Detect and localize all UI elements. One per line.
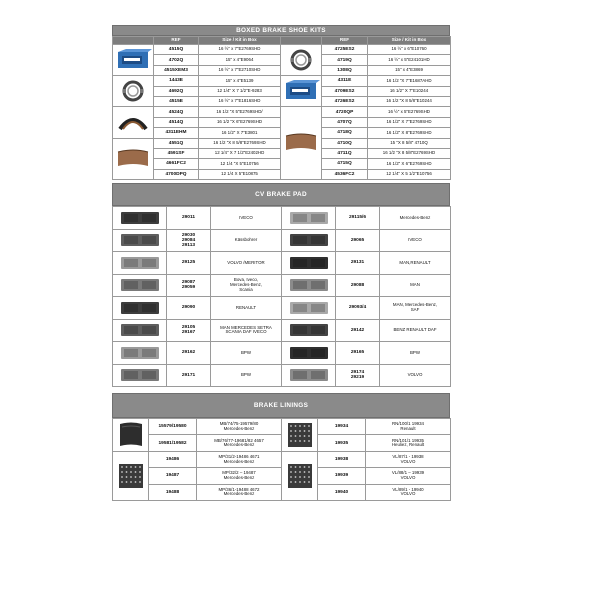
lining-desc: VL/88/1 – 19939 — [391, 470, 425, 476]
brake-shoe-image — [281, 107, 322, 180]
ref-left: 4311EHM — [154, 128, 199, 138]
table-row — [113, 76, 451, 86]
ref-left: 4700DPQ — [154, 169, 199, 179]
pad-ref: 29174 — [350, 370, 365, 376]
pad-ref: 29059 — [181, 285, 196, 291]
pad-make-right — [380, 274, 451, 297]
lining-ref-left: 15579/19580 — [149, 419, 197, 435]
lining-desc: VOLVO — [400, 491, 416, 497]
pad-make-left — [211, 297, 282, 320]
ref-left: 4515E — [154, 96, 199, 106]
pad-make-left — [211, 274, 282, 297]
ref-right: 4725ES2 — [322, 45, 368, 55]
pad-make-right — [380, 252, 451, 275]
header-ref-right: REF — [322, 37, 368, 45]
ref-left: 4702Q — [154, 55, 199, 65]
lining-desc: Mercedes-Benz — [223, 425, 255, 431]
lining-desc: Mercedes-Benz — [223, 474, 255, 480]
pad-make-right — [380, 342, 451, 365]
cv-pads-title: CV BRAKE PAD — [112, 183, 450, 206]
lining-desc-left — [197, 419, 282, 435]
size-left: 16 ½" x 7"E2710SHD — [199, 65, 281, 75]
brake-shoe-image — [113, 107, 154, 138]
ref-right: 4718Q — [322, 128, 368, 138]
brake-lining-image — [282, 419, 318, 452]
ref-right: 4709ES2 — [322, 86, 368, 96]
size-right: 16 ½" x 5"E2769SHD — [368, 107, 451, 117]
ref-left: 4661FC2 — [154, 159, 199, 169]
table-row — [113, 364, 451, 387]
brake-lining-image — [113, 451, 149, 500]
pad-ref-right — [336, 252, 380, 275]
pad-ref-left — [167, 274, 211, 297]
size-right: 16 1/2" X 6"E2769SHD — [368, 159, 451, 169]
pad-make: Scania — [239, 286, 253, 292]
ref-left: 1443E — [154, 76, 199, 86]
size-left: 12 1/4 X 5"E10875 — [199, 169, 281, 179]
brake-pad-image — [282, 364, 336, 387]
table-row — [113, 297, 451, 320]
table-row — [113, 207, 451, 230]
size-left: 16 1/2 "X 5"E2769SHD/ — [199, 107, 281, 117]
lining-desc: VOLVO — [400, 474, 416, 480]
header-image-left — [113, 37, 154, 45]
lining-desc-right — [366, 419, 451, 435]
ref-right: 4710Q — [322, 138, 368, 148]
size-right: 16 1/2" X 7"E10244 — [368, 86, 451, 96]
table-row — [113, 107, 451, 117]
linings-title: BRAKE LININGS — [112, 393, 450, 418]
header-size-right: Size / Kit in Box — [368, 37, 451, 45]
brake-lining-image — [113, 419, 149, 452]
brake-shoe-image — [113, 76, 154, 107]
table-row — [113, 45, 451, 55]
cv-pads-table — [112, 206, 451, 387]
ref-left: 4551Q — [154, 138, 199, 148]
brake-pad-image — [282, 207, 336, 230]
lining-desc-left — [197, 484, 282, 500]
pad-make: MAN MERCEDES SETRA — [220, 324, 272, 330]
lining-ref-left: 19488 — [149, 484, 197, 500]
pad-make: VOLVO — [407, 372, 423, 378]
pad-ref: 29162 — [181, 350, 196, 356]
ref-right: 1308Q — [322, 65, 368, 75]
lining-desc: VOLVO — [400, 458, 416, 464]
pad-ref: 29090 — [181, 305, 196, 311]
pad-make: SAF — [410, 306, 420, 312]
table-row — [113, 319, 451, 342]
lining-desc: Renault — [400, 425, 416, 431]
lining-desc: MP/31/2-19486 4671 — [218, 453, 260, 459]
pad-make-right — [380, 207, 451, 230]
pad-ref: 29167 — [181, 330, 196, 336]
pad-ref-left — [167, 297, 211, 320]
brake-pad-image — [113, 342, 167, 365]
ref-left: 4514Q — [154, 117, 199, 127]
lining-desc: RN/100/1 19934 — [392, 421, 424, 427]
pad-make: BPW — [240, 372, 251, 378]
pad-make: Mercedes-Benz — [399, 214, 431, 220]
lining-desc: Mercedes-Benz — [223, 491, 255, 497]
lining-desc: VL/87/1 - 19938 — [392, 453, 424, 459]
size-left: 12 1/4" X 7 1/2"E-9283 — [199, 86, 281, 96]
size-left: 15" x 4"E9064 — [199, 55, 281, 65]
size-right: 12 1/4" X 5 1/2"E10756 — [368, 169, 451, 179]
catalog-sheet — [112, 25, 450, 501]
ref-left: 4591SF — [154, 148, 199, 158]
size-right: 16 ½" x 6"E10760 — [368, 45, 451, 55]
table-row — [113, 451, 451, 467]
lining-desc: Mercedes-Benz — [223, 442, 255, 448]
size-right: 16 1/2 "X 7"E1687AHD — [368, 76, 451, 86]
pad-ref-left — [167, 364, 211, 387]
ref-right: 4311E — [322, 76, 368, 86]
pad-ref-left — [167, 229, 211, 252]
lining-desc-left — [197, 451, 282, 467]
lining-desc: MP/36/1-19488 4672 — [218, 486, 260, 492]
pad-ref: 29011 — [181, 215, 196, 221]
pad-make: Kässbohrer — [234, 237, 258, 243]
pad-ref: 29113 — [181, 242, 196, 248]
pad-ref-left — [167, 319, 211, 342]
header-size-left: Size / Kit in Box — [199, 37, 281, 45]
pad-ref: 29219 — [350, 375, 365, 381]
lining-desc-right — [366, 451, 451, 467]
pad-ref: 29142 — [350, 327, 365, 333]
pad-ref-left — [167, 207, 211, 230]
header-image-right — [281, 37, 322, 45]
pad-ref-right — [336, 342, 380, 365]
lining-ref-right: 19935 — [318, 435, 366, 451]
lining-desc: Heuliez, Renault — [391, 442, 425, 448]
ref-left: 4515XEM3 — [154, 65, 199, 75]
brake-pad-image — [282, 342, 336, 365]
size-right: 16 1/2" X 8"E2769SHD — [368, 128, 451, 138]
pad-ref: 29093/4 — [348, 305, 367, 311]
brake-pad-image — [282, 274, 336, 297]
size-left: 12 1/4 "X 5"E10756 — [199, 159, 281, 169]
pad-ref-right — [336, 207, 380, 230]
lining-ref-left: 19486 — [149, 451, 197, 467]
brake-pad-image — [113, 274, 167, 297]
lining-desc: MB/74/75-19579/80 — [219, 421, 259, 427]
ref-right: 4715Q — [322, 159, 368, 169]
pad-make-left — [211, 342, 282, 365]
brake-pad-image — [282, 252, 336, 275]
brake-pad-image — [113, 229, 167, 252]
lining-desc: RN/101/1 19935 — [392, 437, 424, 443]
size-right: 15 "X 8 5/8" 4710Q — [368, 138, 451, 148]
shoe-kits-table — [112, 36, 451, 180]
pad-ref: 29084 — [181, 237, 196, 243]
lining-desc: MB/76/77-19681/82 4657 — [214, 437, 264, 443]
pad-ref: 29088 — [350, 282, 365, 288]
size-left: 16 ½" x 7"E2769SHD — [199, 45, 281, 55]
lining-desc: VL/89/1 - 19940 — [392, 486, 424, 492]
lining-desc-left — [197, 468, 282, 484]
size-left: 16 ½" x 7"E1816SHD — [199, 96, 281, 106]
pad-ref: 29171 — [181, 372, 196, 378]
lining-desc-right — [366, 468, 451, 484]
pad-make-left — [211, 364, 282, 387]
ref-left: 4524Q — [154, 107, 199, 117]
size-left: 16 1/2" X 7"E3801 — [199, 128, 281, 138]
size-right: 15" x 4"E3869 — [368, 65, 451, 75]
shoe-kits-title: BOXED BRAKE SHOE KITS — [112, 25, 450, 36]
pad-make: IVECO — [408, 237, 422, 243]
pad-make: MAN,RENAULT — [399, 259, 431, 265]
ref-right: 4719Q — [322, 55, 368, 65]
brake-shoe-image — [113, 138, 154, 180]
ref-right: 4726ES2 — [322, 96, 368, 106]
size-right: 16 1/2" X 7"E2769SHD — [368, 117, 451, 127]
ref-right: 4711Q — [322, 148, 368, 158]
pad-make: BENZ RENAULT DAF — [393, 327, 437, 333]
header-ref-left: REF — [154, 37, 199, 45]
table-row — [113, 342, 451, 365]
ref-right: 4707Q — [322, 117, 368, 127]
pad-ref-right — [336, 297, 380, 320]
pad-ref: 29131 — [350, 260, 365, 266]
table-row — [113, 229, 451, 252]
pad-make: SCANIA DAF IVECO — [225, 329, 267, 335]
brake-pad-image — [282, 229, 336, 252]
brake-pad-image — [113, 297, 167, 320]
brake-shoe-image — [113, 45, 154, 76]
lining-desc-right — [366, 435, 451, 451]
pad-ref-left — [167, 342, 211, 365]
pad-ref: 29115/6 — [348, 215, 367, 221]
pad-make-left — [211, 207, 282, 230]
pad-make-right — [380, 364, 451, 387]
brake-pad-image — [282, 319, 336, 342]
brake-shoe-image — [281, 45, 322, 76]
pad-make: RENAULT — [235, 304, 257, 310]
size-right: 16 1/2 "X 8 5/8"E10244 — [368, 96, 451, 106]
lining-ref-left: 19487 — [149, 468, 197, 484]
size-right: 16 1/2 "X 8 5/8"E2769SHD — [368, 148, 451, 158]
lining-ref-right: 19940 — [318, 484, 366, 500]
pad-make: IVECO — [239, 214, 253, 220]
pad-make-right — [380, 229, 451, 252]
pad-make: MAN — [410, 282, 420, 288]
pad-make-left — [211, 229, 282, 252]
ref-left: 4515Q — [154, 45, 199, 55]
pad-make: MAN, Mercedes-Benz, — [392, 302, 438, 308]
table-row — [113, 419, 451, 435]
pad-make: Bova, Iveco, — [233, 277, 259, 283]
pad-make: VOLVO /MERITOR — [227, 259, 265, 265]
brake-pad-image — [113, 319, 167, 342]
size-left: 16 1/2 "X 6"E2769SHD — [199, 117, 281, 127]
pad-ref: 29065 — [350, 237, 365, 243]
pad-make-left — [211, 252, 282, 275]
lining-ref-right: 19934 — [318, 419, 366, 435]
pad-ref-right — [336, 364, 380, 387]
lining-ref-left: 19581/19582 — [149, 435, 197, 451]
pad-make: BPW — [409, 349, 420, 355]
lining-desc: Mercedes-Benz — [223, 458, 255, 464]
brake-pad-image — [113, 364, 167, 387]
size-left: 16 1/2 "X 8 5/8"E2769SHD — [199, 138, 281, 148]
pad-make: BPW — [240, 349, 251, 355]
linings-table — [112, 418, 451, 501]
pad-ref-left — [167, 252, 211, 275]
pad-ref: 29165 — [350, 350, 365, 356]
pad-ref-right — [336, 319, 380, 342]
lining-desc: MP/32/2 – 19487 — [222, 470, 256, 476]
pad-make-left — [211, 319, 282, 342]
lining-ref-right: 19939 — [318, 468, 366, 484]
ref-right: 4720QP — [322, 107, 368, 117]
pad-make: Mercedes-Benz, — [230, 282, 262, 288]
size-left: 15" x 4"E5139 — [199, 76, 281, 86]
table-row — [113, 274, 451, 297]
lining-ref-right: 19938 — [318, 451, 366, 467]
pad-ref: 29087 — [181, 280, 196, 286]
pad-make-right — [380, 319, 451, 342]
pad-make-right — [380, 297, 451, 320]
pad-ref-right — [336, 274, 380, 297]
pad-ref: 29105 — [181, 325, 196, 331]
size-left: 12 1/4" X 7 1/2"E2402HD — [199, 148, 281, 158]
lining-desc-left — [197, 435, 282, 451]
ref-left: 4692Q — [154, 86, 199, 96]
brake-pad-image — [113, 252, 167, 275]
brake-shoe-image — [281, 76, 322, 107]
lining-desc-right — [366, 484, 451, 500]
pad-ref: 29030 — [181, 232, 196, 238]
ref-right: 4536FC2 — [322, 169, 368, 179]
pad-ref-right — [336, 229, 380, 252]
size-right: 16 ½" x 5"E24101HD — [368, 55, 451, 65]
pad-ref: 29125 — [181, 260, 196, 266]
brake-pad-image — [282, 297, 336, 320]
brake-pad-image — [113, 207, 167, 230]
table-row — [113, 252, 451, 275]
brake-lining-image — [282, 451, 318, 500]
